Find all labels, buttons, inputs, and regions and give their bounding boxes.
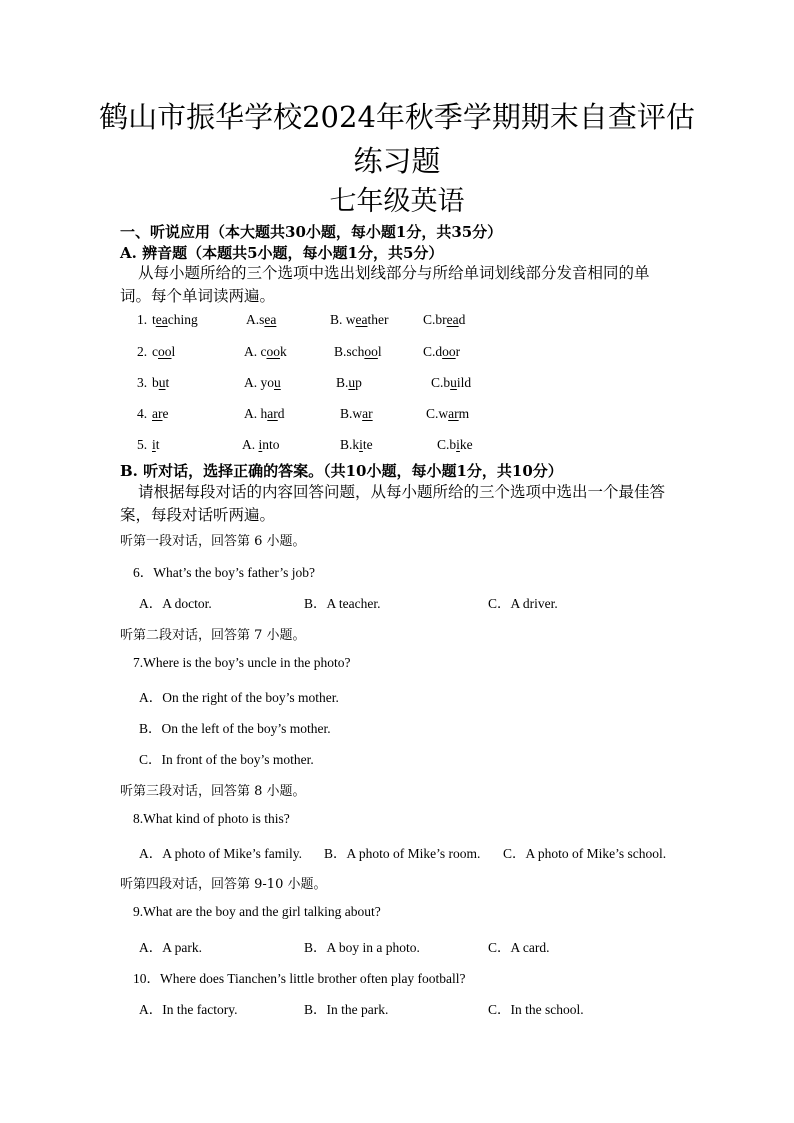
item-number: 3. xyxy=(137,375,148,390)
underlined-sound: ar xyxy=(152,406,163,421)
option-b: B．A photo of Mike’s room. xyxy=(324,846,481,861)
underlined-sound: u xyxy=(274,375,281,390)
option-a: A．A park. xyxy=(139,940,202,955)
word-part: C.d xyxy=(423,344,443,359)
underlined-sound: u xyxy=(158,375,166,390)
part-a-heading: A. 辨音题（本题共5小题，每小题1分，共5分） xyxy=(120,244,444,262)
target-word xyxy=(152,437,160,453)
word-part: k xyxy=(280,344,287,359)
word-part: B.sch xyxy=(334,344,365,359)
underlined-sound: i xyxy=(456,437,460,452)
part-a-instruction: 从每小题所给的三个选项中选出划线部分与所给单词划线部分发音相同的单词。每个单词读两遍。 xyxy=(120,264,650,305)
underlined-sound: u xyxy=(450,375,457,390)
option-c: C．A driver. xyxy=(488,596,558,611)
word-part: A. c xyxy=(244,344,267,359)
option-c: C．In the school. xyxy=(488,1002,584,1017)
word-part: B.k xyxy=(340,437,360,452)
word-part: c xyxy=(152,344,158,359)
underlined-sound: i xyxy=(359,437,363,452)
question-8: 8.What kind of photo is this? xyxy=(133,811,290,826)
phonetics-item xyxy=(0,312,794,332)
word-part: ild xyxy=(456,375,472,390)
word-part: C.w xyxy=(426,406,449,421)
word-part: ching xyxy=(167,312,198,327)
option-a: A．In the factory. xyxy=(139,1002,238,1017)
option-c: C．A card. xyxy=(488,940,550,955)
question-7: 7.Where is the boy’s uncle in the photo? xyxy=(133,655,351,670)
option-b xyxy=(330,312,389,328)
underlined-sound: ea xyxy=(264,312,277,327)
option-c: C．A photo of Mike’s school. xyxy=(503,846,667,861)
target-word xyxy=(152,312,198,328)
option-a xyxy=(246,312,276,328)
item-number: 2. xyxy=(137,344,148,359)
word-part: l xyxy=(377,344,382,359)
underlined-sound: ea xyxy=(155,312,168,327)
option-b xyxy=(336,375,362,391)
word-part: te xyxy=(362,437,373,452)
word-part: nto xyxy=(262,437,280,452)
word-part: B.w xyxy=(340,406,363,421)
word-part: p xyxy=(355,375,362,390)
underlined-sound: ar xyxy=(267,406,278,421)
dialog-label: 听第二段对话，回答第 7 小题。 xyxy=(120,628,306,643)
word-part: t xyxy=(165,375,170,390)
dialog-label: 听第一段对话，回答第 6 小题。 xyxy=(120,534,306,549)
option-c xyxy=(437,437,473,453)
option-b: B．A boy in a photo. xyxy=(304,940,420,955)
option-b xyxy=(340,437,373,453)
part-b-heading: B. 听对话，选择正确的答案。（共10小题，每小题1分，共10分） xyxy=(120,462,563,480)
underlined-sound: i xyxy=(258,437,263,452)
target-word xyxy=(152,375,169,391)
word-part: r xyxy=(455,344,461,359)
word-part: e xyxy=(162,406,169,421)
part-b-instruction: 请根据每段对话的内容回答问题，从每小题所给的三个选项中选出一个最佳答案，每段对话听两遍。 xyxy=(120,483,666,524)
dialog-label: 听第三段对话，回答第 8 小题。 xyxy=(120,784,306,799)
section-heading: 一、听说应用（本大题共30小题，每小题1分，共35分） xyxy=(120,223,503,241)
word-part: B. xyxy=(336,375,349,390)
option-a xyxy=(244,344,287,360)
option-b xyxy=(334,344,382,360)
item-number: 4. xyxy=(137,406,148,421)
phonetics-item xyxy=(0,437,794,457)
option-c xyxy=(426,406,469,422)
option-b: B．A teacher. xyxy=(304,596,381,611)
option-a xyxy=(244,375,281,391)
option-c xyxy=(431,375,471,391)
underlined-sound: ar xyxy=(448,406,459,421)
question-10: 10．Where does Tianchen’s little brother often play football? xyxy=(133,971,466,986)
underlined-sound: ar xyxy=(362,406,373,421)
option-b xyxy=(340,406,373,422)
page-subtitle: 七年级英语 xyxy=(329,186,465,217)
question-6: 6．What’s the boy’s father’s job? xyxy=(133,565,315,580)
phonetics-item xyxy=(0,344,794,364)
underlined-sound: i xyxy=(152,437,156,452)
option-c xyxy=(423,312,465,328)
word-part: A. yo xyxy=(244,375,274,390)
word-part: t xyxy=(155,437,160,452)
item-number: 5. xyxy=(137,437,148,452)
item-number: 1. xyxy=(137,312,148,327)
word-part: A.s xyxy=(246,312,265,327)
underlined-sound: u xyxy=(348,375,356,390)
phonetics-item xyxy=(0,375,794,395)
word-part: t xyxy=(152,312,156,327)
word-part: A. xyxy=(242,437,259,452)
word-part: d xyxy=(458,312,466,327)
option-a: A．A doctor. xyxy=(139,596,212,611)
word-part: m xyxy=(458,406,470,421)
option-a: A．A photo of Mike’s family. xyxy=(139,846,302,861)
underlined-sound: ea xyxy=(355,312,368,327)
underlined-sound: oo xyxy=(266,344,280,359)
page-title: 鹤山市振华学校2024年秋季学期期末自查评估 xyxy=(99,100,695,134)
underlined-sound: oo xyxy=(158,344,172,359)
question-9: 9.What are the boy and the girl talking about? xyxy=(133,904,381,919)
option-b: B．In the park. xyxy=(304,1002,389,1017)
option-b: B．On the left of the boy’s mother. xyxy=(139,721,331,736)
word-part: C.b xyxy=(431,375,451,390)
option-a: A．On the right of the boy’s mother. xyxy=(139,690,339,705)
option-a xyxy=(244,406,285,422)
underlined-sound: oo xyxy=(442,344,456,359)
page-title-line2: 练习题 xyxy=(353,144,441,178)
word-part: C.br xyxy=(423,312,447,327)
word-part: A. h xyxy=(244,406,268,421)
word-part: ther xyxy=(367,312,389,327)
underlined-sound: ea xyxy=(446,312,459,327)
word-part: ke xyxy=(459,437,473,452)
option-c: C．In front of the boy’s mother. xyxy=(139,752,314,767)
underlined-sound: oo xyxy=(364,344,378,359)
target-word xyxy=(152,344,175,360)
word-part: d xyxy=(277,406,285,421)
option-a xyxy=(242,437,280,453)
word-part: b xyxy=(152,375,159,390)
word-part: l xyxy=(171,344,176,359)
dialog-label: 听第四段对话，回答第 9-10 小题。 xyxy=(120,877,327,892)
phonetics-item xyxy=(0,406,794,426)
target-word xyxy=(152,406,169,422)
option-c xyxy=(423,344,460,360)
word-part: B. w xyxy=(330,312,356,327)
word-part: C.b xyxy=(437,437,457,452)
